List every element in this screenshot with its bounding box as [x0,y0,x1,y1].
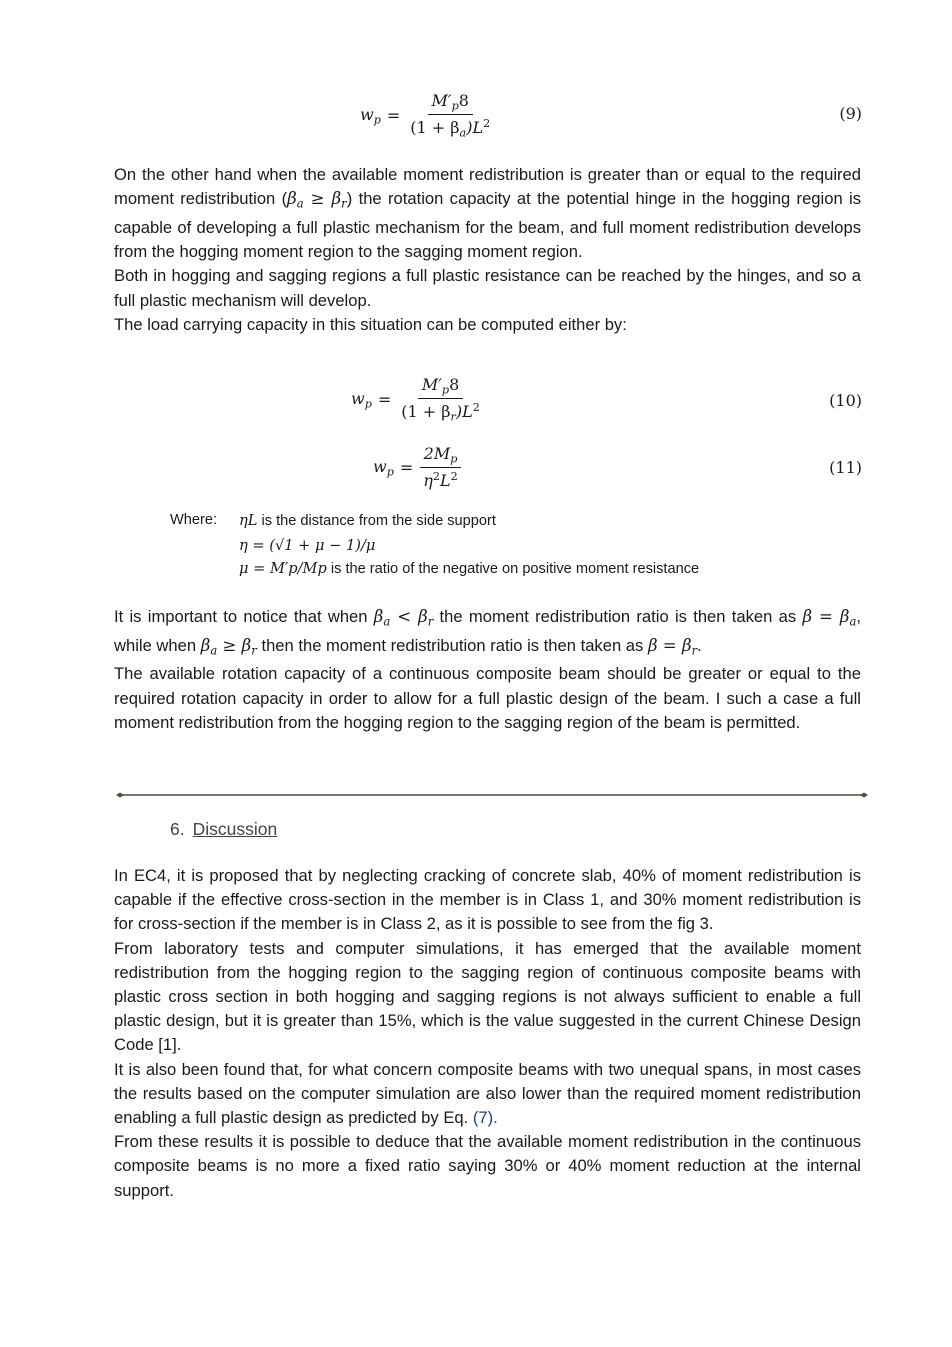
paragraph-line-load-capacity: The load carrying capacity in this situation can be computed either by: [114,314,627,334]
discussion-conclusion: From these results it is possible to deduce that the available moment redistribution in the continuous composite beams is no more a fixed ratio saying 30% or 40% moment reduction at the internal support. [114,1132,861,1200]
equation-9: $w_p$ = $\frac{M'_p8}{(1 + \beta_a)L^2}$ [360,91,491,140]
equation-10-number: (10) [829,391,862,410]
paragraph-discussion [114,864,861,1203]
discussion-unequal-spans: It is also been found that, for what concern composite beams with two unequal spans, in most cases the results based on the computer simulation are also lower than the required moment redistribution enabling a full plastic design as predicted by Eq. (7). [114,1059,861,1128]
section-title: Discussion [192,819,278,839]
eta-definition: η = (√1 + μ − 1)/μ [239,536,376,554]
paragraph-line-hinges: Both in hogging and sagging regions a full plastic resistance can be reached by the hinges, and so a full plastic mechanism will develop. [114,266,861,310]
discussion-lab-tests: From laboratory tests and computer simulations, it has emerged that the available moment redistribution from the hogging region to the sagging region of continuous composite beams with plastic cross section in both hogging and sagging regions is not always sufficient to enable a full plastic design, but it is greater than 15%, which is the value suggested in the current Chinese Design Code [1]. [114,938,861,1055]
where-label: Where: [170,512,218,528]
equation-10: $w_p$ = $\frac{M'_p8}{(1 + \beta_r)L^2}$ [351,375,480,424]
equation-11-number: (11) [829,458,862,477]
equation-9-number: (9) [839,104,862,123]
section-heading-discussion [170,819,277,840]
paragraph-redistribution-ratio: It is important to notice that when $\beta_a < \beta_r$ the moment redistribution ratio is then taken as $\beta = \beta_a$, while when $\beta_a \ge \beta_r$ then the moment redistribution ratio is then taken as $\beta = \beta_r$. The available rotation capacity of a continuous composite beam should be greater or equal to the required rotation capacity in order to allow for a full plastic design of the beam. I such a case a full moment redistribution from the hogging region to the sagging region of the beam is permitted. [114,605,861,735]
section-divider [116,792,868,798]
paragraph-line-rotation: The available rotation capacity of a continuous composite beam should be greater or equal to the required rotation capacity in order to allow for a full plastic design of the beam. I such a case a full moment redistribution from the hogging region to the sagging region of the beam is permitted. [114,664,861,732]
equation-11: $w_p$ = $\frac{2M_p}{\eta^2L^2}$ [373,444,462,491]
equation-7-link[interactable]: (7). [472,1108,498,1128]
section-number: 6. [170,819,185,839]
discussion-ec4: In EC4, it is proposed that by neglecting cracking of concrete slab, 40% of moment redistribution is capable if the effective cross-section in the member is in Class 1, and 30% moment redistribution is for cross-section if the member is in Class 2, as it is possible to see from the fig 3. [114,866,861,934]
mu-definition: μ = M′p/Mp [239,560,327,577]
where-definitions: Where: ηL is the distance from the side support η = (√1 + μ − 1)/μ μ = M′p/Mp is the ratio of the negative on positive moment resistance [170,509,699,582]
paragraph-rotation-capacity: On the other hand when the available moment redistribution is greater than or equal to the required moment redistribution $(\beta_a \ge \beta_r)$ the rotation capacity at the potential hinge in the hogging region is capable of developing a full plastic mechanism for the beam, and full moment redistribution develops from the hogging moment region to the sagging moment region. Both in hogging and sagging regions a full plastic resistance can be reached by the hinges, and so a full plastic mechanism will develop. The load carrying capacity in this situation can be computed either by: [114,163,861,337]
